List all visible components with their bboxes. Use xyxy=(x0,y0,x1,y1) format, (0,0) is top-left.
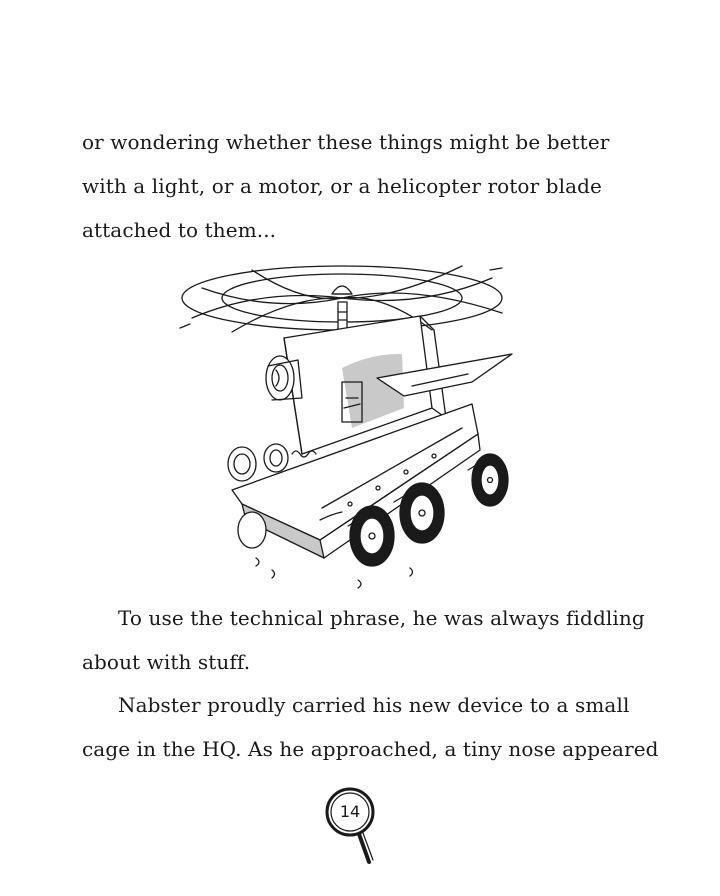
text-line: with a light, or a motor, or a helicopter rotor blade xyxy=(82,174,602,198)
text-line: or wondering whether these things might be better xyxy=(82,130,610,154)
text-line: cage in the HQ. As he approached, a tiny nose appeared xyxy=(82,737,659,761)
text-line: To use the technical phrase, he was always fiddling xyxy=(118,606,645,630)
page-number: 14 xyxy=(339,802,361,821)
rotor-hub xyxy=(332,286,352,330)
text-line: about with stuff. xyxy=(82,650,251,674)
magnifying-glass-icon xyxy=(322,784,392,874)
robot-helicopter-illustration xyxy=(172,258,522,598)
text-line: Nabster proudly carried his new device to a small xyxy=(118,693,630,717)
text-line: attached to them... xyxy=(82,218,277,242)
motion-marks xyxy=(256,558,413,588)
